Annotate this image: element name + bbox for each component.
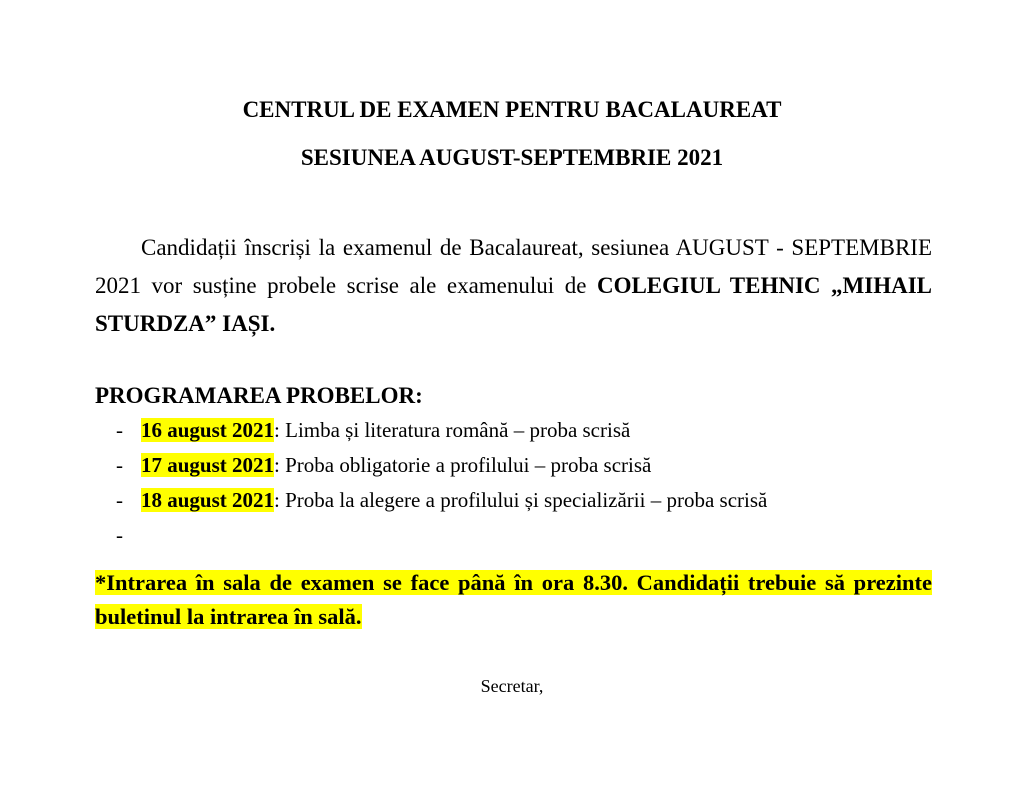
- exam-description: : Proba la alegere a profilului și specializării – proba scrisă: [274, 488, 768, 512]
- schedule-item: [95, 451, 955, 486]
- exam-date: 18 august 2021: [141, 488, 275, 512]
- exam-date: 17 august 2021: [141, 453, 275, 477]
- document-subtitle: SESIUNEA AUGUST-SEPTEMBRIE 2021: [300, 145, 724, 170]
- exam-description: : Limba și literatura română – proba scrisă: [274, 418, 631, 442]
- schedule-item-empty: [95, 521, 955, 556]
- intro-paragraph: [95, 229, 932, 343]
- list-dash: -: [116, 453, 123, 477]
- list-dash: -: [116, 488, 123, 512]
- list-dash: -: [116, 418, 123, 442]
- schedule-heading: PROGRAMAREA PROBELOR:: [95, 383, 423, 408]
- entry-notice: [95, 566, 932, 634]
- signature-label: Secretar,: [480, 676, 544, 696]
- document-title: CENTRUL DE EXAMEN PENTRU BACALAUREAT: [242, 97, 782, 122]
- exam-description: : Proba obligatorie a profilului – proba scrisă: [274, 453, 652, 477]
- intro-text: Candidații înscriși la examenul de Bacalaureat, sesiunea AUGUST - SEPTEMBRIE 2021 vor susține probele scrise ale examenului de: [95, 235, 932, 298]
- schedule-list: [95, 416, 955, 556]
- school-name: COLEGIUL TEHNIC „MIHAIL STURDZA” IAȘI.: [95, 273, 932, 336]
- schedule-item: [95, 486, 955, 521]
- exam-date: 16 august 2021: [141, 418, 275, 442]
- entry-notice-text: *Intrarea în sala de examen se face până în ora 8.30. Candidații trebuie să prezinte buletinul la intrarea în sală.: [95, 570, 932, 629]
- list-dash: -: [116, 523, 123, 547]
- schedule-item: [95, 416, 955, 451]
